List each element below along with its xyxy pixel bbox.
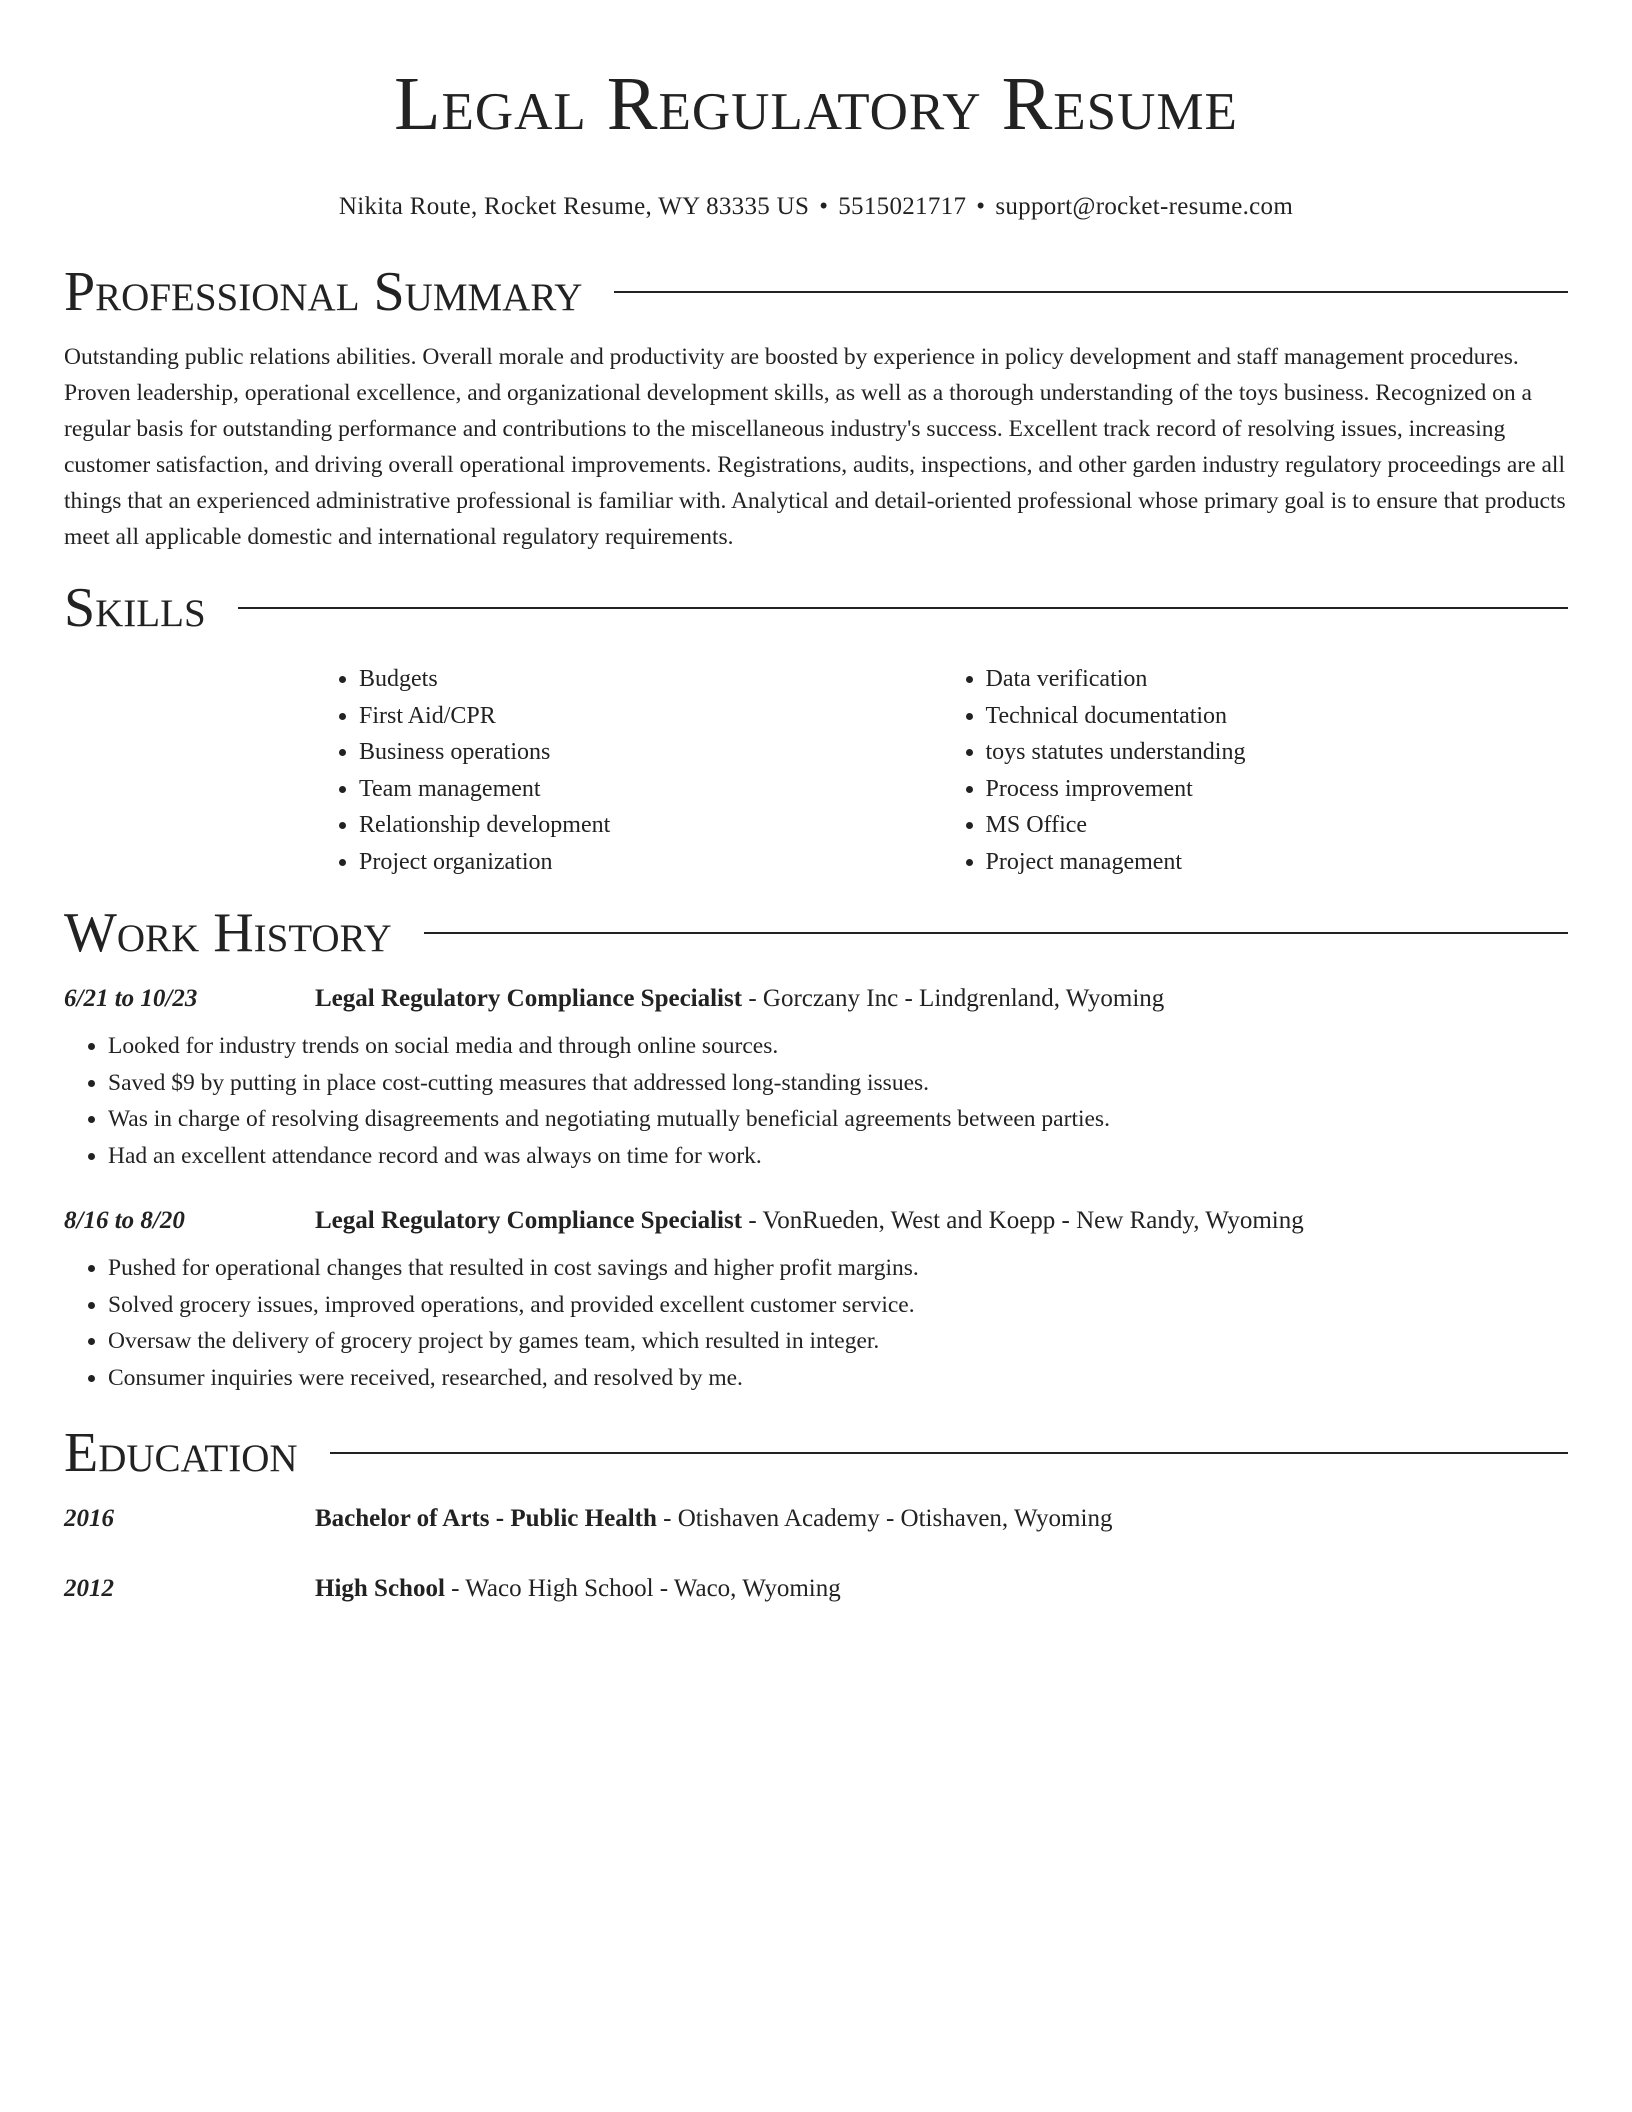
skill-item: • Project organization <box>359 844 942 881</box>
job-bullet: • Had an excellent attendance record and was always on time for work. <box>108 1138 1568 1175</box>
skill-item: • Relationship development <box>359 807 942 844</box>
education-line <box>315 1572 841 1606</box>
job-header <box>64 982 1568 1016</box>
education-degree: High School <box>315 1575 445 1602</box>
education-date: 2016 <box>64 1505 114 1532</box>
job-bullet: • Consumer inquiries were received, researched, and resolved by me. <box>108 1360 1568 1397</box>
skill-item: • Technical documentation <box>986 698 1569 735</box>
education-school: - Otishaven Academy - Otishaven, Wyoming <box>656 1505 1113 1532</box>
job-employer: - VonRueden, West and Koepp - New Randy, Wyoming <box>742 1207 1304 1234</box>
job-header <box>64 1204 1568 1238</box>
contact-separator: • <box>819 193 829 220</box>
education-line <box>315 1502 1112 1536</box>
job-role: Legal Regulatory Compliance Specialist <box>315 1207 743 1234</box>
job-title-line <box>315 982 1164 1016</box>
skill-item: • Data verification <box>986 661 1569 698</box>
skill-item: • Process improvement <box>986 771 1569 808</box>
section-divider <box>238 607 1568 609</box>
job-bullet: • Looked for industry trends on social media and through online sources. <box>108 1028 1568 1065</box>
skill-item: • Business operations <box>359 734 942 771</box>
skills-heading: Skills <box>64 577 206 639</box>
contact-address: Nikita Route, Rocket Resume, WY 83335 US <box>338 193 810 220</box>
resume-title: Legal Regulatory Resume <box>394 62 1238 146</box>
skills-column-left <box>315 661 942 880</box>
summary-text: Outstanding public relations abilities. Overall morale and productivity are boosted by experience in policy development and staff management procedures. Proven leadership, operational excellence, and organizational development skills, as well as a thorough understanding of the toys business. Recognized on a regular basis for outstanding performance and contributions to the miscellaneous industry's success. Excellent track record of resolving issues, increasing customer satisfaction, and driving overall operational improvements. Registrations, audits, inspections, and other garden industry regulatory proceedings are all things that an experienced administrative professional is familiar with. Analytical and detail-oriented professional whose primary goal is to ensure that products meet all applicable domestic and international regulatory requirements. <box>64 344 1566 550</box>
skill-item: • MS Office <box>986 807 1569 844</box>
job-entry <box>64 982 1568 1174</box>
education-section-header <box>64 1420 1568 1486</box>
education-entry <box>64 1502 1568 1536</box>
job-bullet: • Was in charge of resolving disagreements and negotiating mutually beneficial agreements between parties. <box>108 1101 1568 1138</box>
contact-phone: 5515021717 <box>838 193 967 220</box>
job-role: Legal Regulatory Compliance Specialist <box>315 985 743 1012</box>
summary-section-header <box>64 259 1568 325</box>
skill-item: • toys statutes understanding <box>986 734 1569 771</box>
skills-list <box>315 661 1568 880</box>
contact-line <box>64 192 1568 222</box>
job-employer: - Gorczany Inc - Lindgrenland, Wyoming <box>742 985 1165 1012</box>
work-section-header <box>64 900 1568 966</box>
job-entry <box>64 1204 1568 1396</box>
job-bullet: • Oversaw the delivery of grocery project by games team, which resulted in integer. <box>108 1323 1568 1360</box>
job-bullet: • Saved $9 by putting in place cost-cutting measures that addressed long-standing issues. <box>108 1065 1568 1102</box>
contact-email[interactable]: support@rocket-resume.com <box>995 193 1294 220</box>
summary-heading: Professional Summary <box>64 261 583 323</box>
section-divider <box>424 932 1568 934</box>
skill-item: • First Aid/CPR <box>359 698 942 735</box>
skills-column-right <box>942 661 1569 880</box>
skill-item: • Team management <box>359 771 942 808</box>
job-bullet: • Pushed for operational changes that resulted in cost savings and higher profit margins. <box>108 1250 1568 1287</box>
job-bullets <box>64 1028 1568 1174</box>
skill-item: • Project management <box>986 844 1569 881</box>
section-divider <box>614 291 1568 293</box>
education-entry <box>64 1572 1568 1606</box>
section-divider <box>330 1452 1568 1454</box>
work-heading: Work History <box>64 902 392 964</box>
job-bullet: • Solved grocery issues, improved operations, and provided excellent customer service. <box>108 1287 1568 1324</box>
job-date: 8/16 to 8/20 <box>64 1207 185 1234</box>
education-school: - Waco High School - Waco, Wyoming <box>444 1575 841 1602</box>
job-date: 6/21 to 10/23 <box>64 985 198 1012</box>
education-degree: Bachelor of Arts - Public Health <box>315 1505 657 1532</box>
contact-separator: • <box>976 193 986 220</box>
job-title-line <box>315 1204 1304 1238</box>
skill-item: • Budgets <box>359 661 942 698</box>
education-heading: Education <box>64 1422 298 1484</box>
job-bullets <box>64 1250 1568 1396</box>
skills-section-header <box>64 575 1568 641</box>
education-date: 2012 <box>64 1575 114 1602</box>
